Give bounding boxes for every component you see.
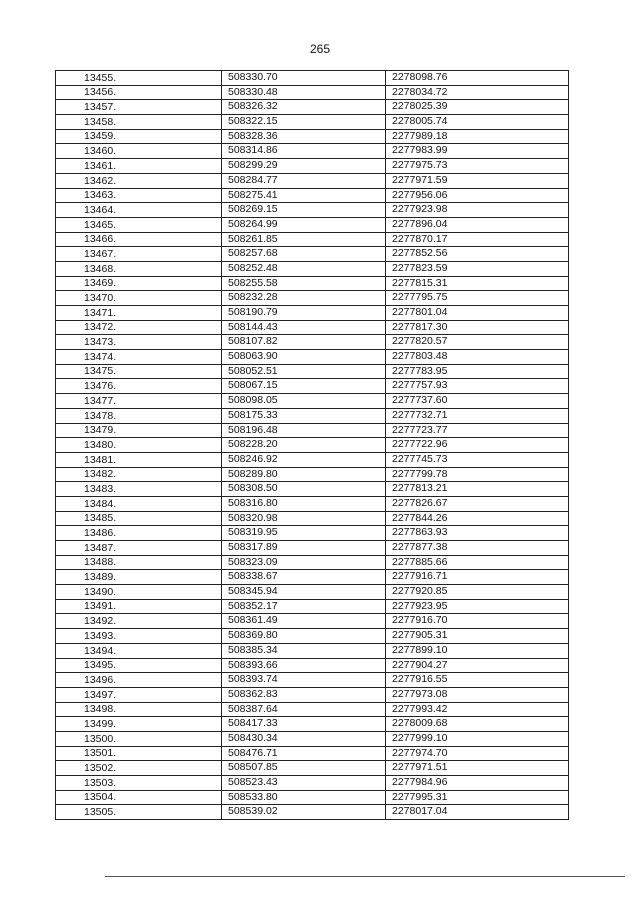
x-coordinate-cell: 508326.32 (222, 100, 386, 115)
point-number-cell: 13474. (56, 350, 222, 365)
table-row (56, 482, 569, 497)
x-coordinate-cell: 508369.80 (222, 629, 386, 644)
table-row (56, 555, 569, 570)
table-row (56, 731, 569, 746)
table-row (56, 511, 569, 526)
y-coordinate-cell: 2277923.98 (386, 203, 569, 218)
point-number-cell: 13490. (56, 585, 222, 600)
point-number-cell: 13478. (56, 408, 222, 423)
table-row (56, 188, 569, 203)
table-row (56, 687, 569, 702)
x-coordinate-cell: 508107.82 (222, 335, 386, 350)
y-coordinate-cell: 2277975.73 (386, 159, 569, 174)
point-number-cell: 13455. (56, 71, 222, 86)
x-coordinate-cell: 508385.34 (222, 643, 386, 658)
y-coordinate-cell: 2277899.10 (386, 643, 569, 658)
table-row (56, 232, 569, 247)
x-coordinate-cell: 508269.15 (222, 203, 386, 218)
x-coordinate-cell: 508063.90 (222, 350, 386, 365)
table-row (56, 115, 569, 130)
point-number-cell: 13459. (56, 129, 222, 144)
point-number-cell: 13484. (56, 496, 222, 511)
x-coordinate-cell: 508330.48 (222, 85, 386, 100)
y-coordinate-cell: 2277956.06 (386, 188, 569, 203)
y-coordinate-cell: 2277722.96 (386, 438, 569, 453)
y-coordinate-cell: 2277820.57 (386, 335, 569, 350)
table-row (56, 129, 569, 144)
x-coordinate-cell: 508289.80 (222, 467, 386, 482)
x-coordinate-cell: 508190.79 (222, 306, 386, 321)
x-coordinate-cell: 508144.43 (222, 320, 386, 335)
x-coordinate-cell: 508196.48 (222, 423, 386, 438)
coordinates-table (55, 70, 569, 820)
x-coordinate-cell: 508523.43 (222, 776, 386, 791)
y-coordinate-cell: 2277826.67 (386, 496, 569, 511)
y-coordinate-cell: 2277916.55 (386, 673, 569, 688)
point-number-cell: 13502. (56, 761, 222, 776)
table-row (56, 291, 569, 306)
x-coordinate-cell: 508362.83 (222, 687, 386, 702)
point-number-cell: 13481. (56, 452, 222, 467)
table-row (56, 614, 569, 629)
x-coordinate-cell: 508232.28 (222, 291, 386, 306)
x-coordinate-cell: 508345.94 (222, 585, 386, 600)
point-number-cell: 13467. (56, 247, 222, 262)
table-row (56, 159, 569, 174)
point-number-cell: 13488. (56, 555, 222, 570)
y-coordinate-cell: 2277923.95 (386, 599, 569, 614)
point-number-cell: 13496. (56, 673, 222, 688)
point-number-cell: 13505. (56, 805, 222, 820)
x-coordinate-cell: 508328.36 (222, 129, 386, 144)
x-coordinate-cell: 508430.34 (222, 731, 386, 746)
table-row (56, 364, 569, 379)
table-row (56, 673, 569, 688)
point-number-cell: 13487. (56, 541, 222, 556)
y-coordinate-cell: 2277803.48 (386, 350, 569, 365)
x-coordinate-cell: 508308.50 (222, 482, 386, 497)
y-coordinate-cell: 2277815.31 (386, 276, 569, 291)
table-row (56, 394, 569, 409)
x-coordinate-cell: 508316.80 (222, 496, 386, 511)
footer-rule (105, 876, 625, 877)
table-row (56, 306, 569, 321)
table-row (56, 658, 569, 673)
point-number-cell: 13492. (56, 614, 222, 629)
x-coordinate-cell: 508098.05 (222, 394, 386, 409)
point-number-cell: 13460. (56, 144, 222, 159)
y-coordinate-cell: 2277723.77 (386, 423, 569, 438)
table-row (56, 85, 569, 100)
y-coordinate-cell: 2278098.76 (386, 71, 569, 86)
x-coordinate-cell: 508261.85 (222, 232, 386, 247)
table-row (56, 438, 569, 453)
x-coordinate-cell: 508533.80 (222, 790, 386, 805)
point-number-cell: 13494. (56, 643, 222, 658)
table-row (56, 643, 569, 658)
table-row (56, 203, 569, 218)
table-row (56, 320, 569, 335)
x-coordinate-cell: 508539.02 (222, 805, 386, 820)
x-coordinate-cell: 508257.68 (222, 247, 386, 262)
point-number-cell: 13465. (56, 217, 222, 232)
y-coordinate-cell: 2277737.60 (386, 394, 569, 409)
y-coordinate-cell: 2277745.73 (386, 452, 569, 467)
point-number-cell: 13466. (56, 232, 222, 247)
table-row (56, 541, 569, 556)
x-coordinate-cell: 508323.09 (222, 555, 386, 570)
x-coordinate-cell: 508228.20 (222, 438, 386, 453)
point-number-cell: 13463. (56, 188, 222, 203)
y-coordinate-cell: 2277896.04 (386, 217, 569, 232)
point-number-cell: 13468. (56, 261, 222, 276)
x-coordinate-cell: 508393.74 (222, 673, 386, 688)
y-coordinate-cell: 2277885.66 (386, 555, 569, 570)
table-row (56, 776, 569, 791)
point-number-cell: 13476. (56, 379, 222, 394)
y-coordinate-cell: 2277813.21 (386, 482, 569, 497)
table-row (56, 790, 569, 805)
table-row (56, 217, 569, 232)
y-coordinate-cell: 2277904.27 (386, 658, 569, 673)
point-number-cell: 13498. (56, 702, 222, 717)
x-coordinate-cell: 508319.95 (222, 526, 386, 541)
y-coordinate-cell: 2277817.30 (386, 320, 569, 335)
table-row (56, 261, 569, 276)
y-coordinate-cell: 2277795.75 (386, 291, 569, 306)
y-coordinate-cell: 2277823.59 (386, 261, 569, 276)
table-row (56, 71, 569, 86)
y-coordinate-cell: 2277844.26 (386, 511, 569, 526)
x-coordinate-cell: 508361.49 (222, 614, 386, 629)
point-number-cell: 13469. (56, 276, 222, 291)
point-number-cell: 13482. (56, 467, 222, 482)
y-coordinate-cell: 2277983.99 (386, 144, 569, 159)
point-number-cell: 13497. (56, 687, 222, 702)
table-row (56, 335, 569, 350)
y-coordinate-cell: 2277870.17 (386, 232, 569, 247)
y-coordinate-cell: 2277999.10 (386, 731, 569, 746)
table-row (56, 526, 569, 541)
x-coordinate-cell: 508320.98 (222, 511, 386, 526)
point-number-cell: 13472. (56, 320, 222, 335)
table-row (56, 585, 569, 600)
y-coordinate-cell: 2277971.51 (386, 761, 569, 776)
x-coordinate-cell: 508314.86 (222, 144, 386, 159)
point-number-cell: 13501. (56, 746, 222, 761)
x-coordinate-cell: 508275.41 (222, 188, 386, 203)
coordinates-table-body (56, 71, 569, 820)
x-coordinate-cell: 508322.15 (222, 115, 386, 130)
point-number-cell: 13475. (56, 364, 222, 379)
table-row (56, 746, 569, 761)
y-coordinate-cell: 2277995.31 (386, 790, 569, 805)
x-coordinate-cell: 508507.85 (222, 761, 386, 776)
point-number-cell: 13489. (56, 570, 222, 585)
table-row (56, 629, 569, 644)
x-coordinate-cell: 508317.89 (222, 541, 386, 556)
point-number-cell: 13464. (56, 203, 222, 218)
y-coordinate-cell: 2277863.93 (386, 526, 569, 541)
point-number-cell: 13503. (56, 776, 222, 791)
point-number-cell: 13499. (56, 717, 222, 732)
table-row (56, 599, 569, 614)
x-coordinate-cell: 508352.17 (222, 599, 386, 614)
point-number-cell: 13483. (56, 482, 222, 497)
y-coordinate-cell: 2278005.74 (386, 115, 569, 130)
x-coordinate-cell: 508252.48 (222, 261, 386, 276)
table-row (56, 496, 569, 511)
y-coordinate-cell: 2277916.70 (386, 614, 569, 629)
point-number-cell: 13473. (56, 335, 222, 350)
y-coordinate-cell: 2277877.38 (386, 541, 569, 556)
table-row (56, 570, 569, 585)
table-row (56, 173, 569, 188)
y-coordinate-cell: 2278009.68 (386, 717, 569, 732)
point-number-cell: 13495. (56, 658, 222, 673)
x-coordinate-cell: 508299.29 (222, 159, 386, 174)
table-row (56, 408, 569, 423)
y-coordinate-cell: 2277852.56 (386, 247, 569, 262)
point-number-cell: 13500. (56, 731, 222, 746)
x-coordinate-cell: 508067.15 (222, 379, 386, 394)
table-row (56, 379, 569, 394)
point-number-cell: 13480. (56, 438, 222, 453)
x-coordinate-cell: 508338.67 (222, 570, 386, 585)
y-coordinate-cell: 2277989.18 (386, 129, 569, 144)
y-coordinate-cell: 2277984.96 (386, 776, 569, 791)
x-coordinate-cell: 508284.77 (222, 173, 386, 188)
point-number-cell: 13462. (56, 173, 222, 188)
y-coordinate-cell: 2277971.59 (386, 173, 569, 188)
x-coordinate-cell: 508476.71 (222, 746, 386, 761)
x-coordinate-cell: 508264.99 (222, 217, 386, 232)
x-coordinate-cell: 508175.33 (222, 408, 386, 423)
y-coordinate-cell: 2278017.04 (386, 805, 569, 820)
table-row (56, 144, 569, 159)
y-coordinate-cell: 2277783.95 (386, 364, 569, 379)
x-coordinate-cell: 508330.70 (222, 71, 386, 86)
y-coordinate-cell: 2277732.71 (386, 408, 569, 423)
x-coordinate-cell: 508255.58 (222, 276, 386, 291)
y-coordinate-cell: 2278025.39 (386, 100, 569, 115)
point-number-cell: 13479. (56, 423, 222, 438)
x-coordinate-cell: 508246.92 (222, 452, 386, 467)
point-number-cell: 13504. (56, 790, 222, 805)
table-row (56, 350, 569, 365)
y-coordinate-cell: 2277801.04 (386, 306, 569, 321)
table-row (56, 276, 569, 291)
table-row (56, 467, 569, 482)
table-row (56, 100, 569, 115)
x-coordinate-cell: 508387.64 (222, 702, 386, 717)
y-coordinate-cell: 2277905.31 (386, 629, 569, 644)
table-row (56, 423, 569, 438)
table-row (56, 761, 569, 776)
y-coordinate-cell: 2277757.93 (386, 379, 569, 394)
point-number-cell: 13457. (56, 100, 222, 115)
y-coordinate-cell: 2277799.78 (386, 467, 569, 482)
point-number-cell: 13470. (56, 291, 222, 306)
point-number-cell: 13461. (56, 159, 222, 174)
point-number-cell: 13486. (56, 526, 222, 541)
y-coordinate-cell: 2278034.72 (386, 85, 569, 100)
table-row (56, 247, 569, 262)
point-number-cell: 13491. (56, 599, 222, 614)
point-number-cell: 13471. (56, 306, 222, 321)
x-coordinate-cell: 508052.51 (222, 364, 386, 379)
table-row (56, 805, 569, 820)
table-row (56, 717, 569, 732)
x-coordinate-cell: 508393.66 (222, 658, 386, 673)
y-coordinate-cell: 2277916.71 (386, 570, 569, 585)
point-number-cell: 13477. (56, 394, 222, 409)
table-row (56, 702, 569, 717)
y-coordinate-cell: 2277920.85 (386, 585, 569, 600)
x-coordinate-cell: 508417.33 (222, 717, 386, 732)
table-row (56, 452, 569, 467)
y-coordinate-cell: 2277993.42 (386, 702, 569, 717)
point-number-cell: 13458. (56, 115, 222, 130)
page-number: 265 (309, 42, 331, 56)
point-number-cell: 13493. (56, 629, 222, 644)
y-coordinate-cell: 2277974.70 (386, 746, 569, 761)
y-coordinate-cell: 2277973.08 (386, 687, 569, 702)
point-number-cell: 13456. (56, 85, 222, 100)
point-number-cell: 13485. (56, 511, 222, 526)
